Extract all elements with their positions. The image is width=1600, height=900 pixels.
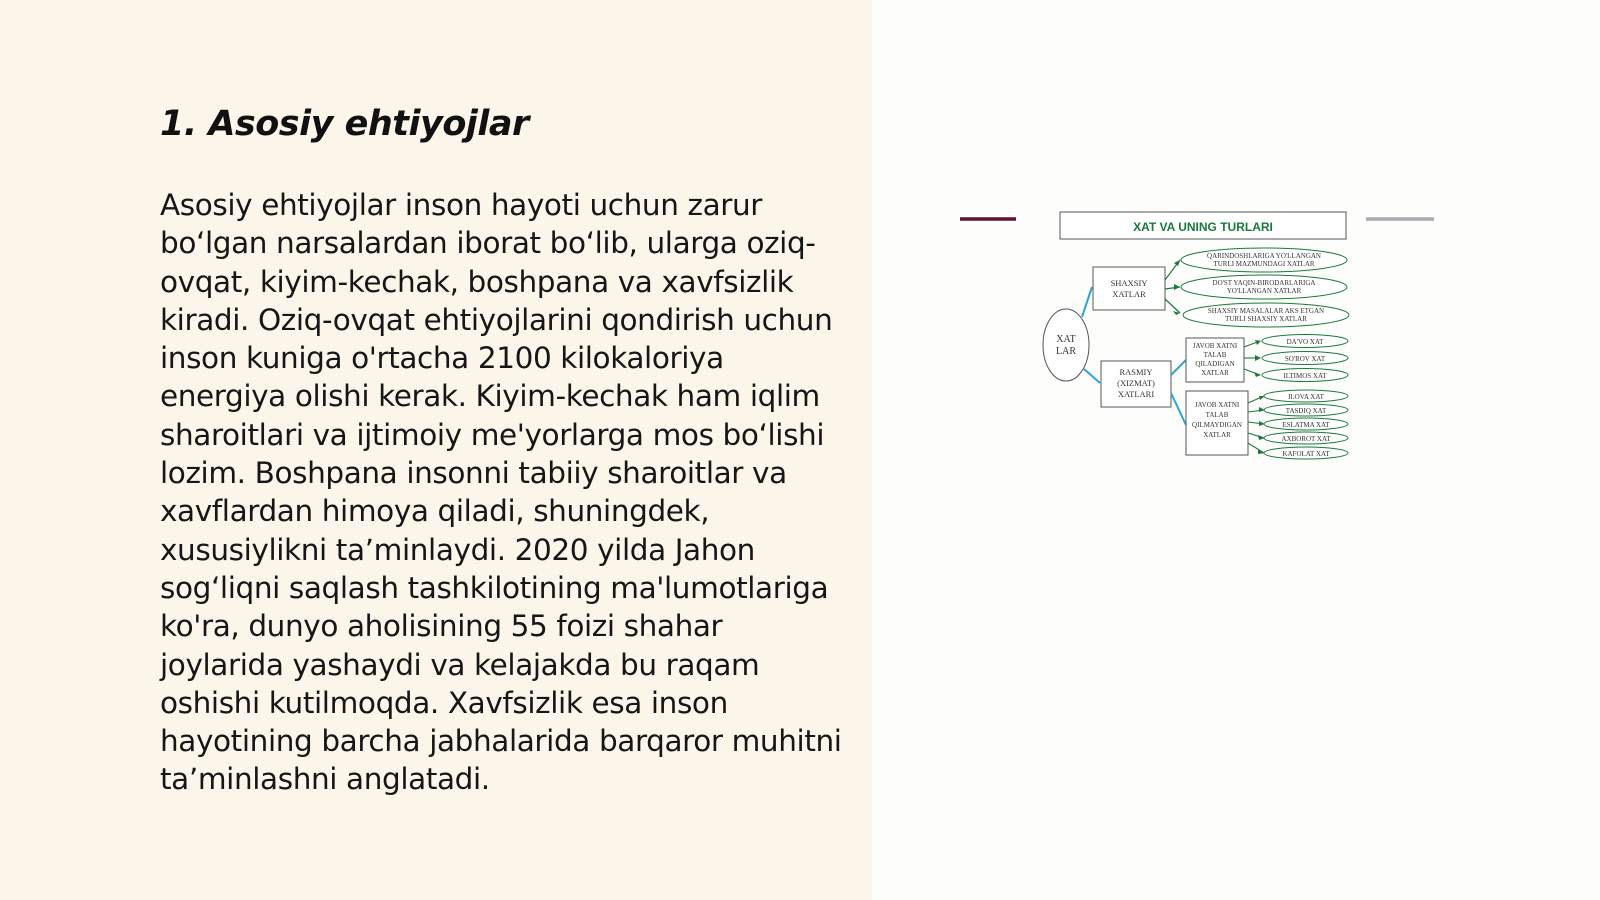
root-node (1043, 309, 1089, 381)
letter-types-diagram (960, 205, 1440, 475)
svg-text:(XIZMAT): (XIZMAT) (1117, 378, 1155, 388)
svg-text:TALAB: TALAB (1203, 351, 1227, 359)
svg-text:TALAB: TALAB (1205, 411, 1229, 419)
svg-text:SHAXSIY MASALALAR AKS ETGAN: SHAXSIY MASALALAR AKS ETGAN (1207, 307, 1325, 315)
slide-heading: 1. Asosiy ehtiyojlar (160, 104, 529, 144)
root-label-1: XAT (1056, 334, 1076, 345)
diagram-title: XAT VA UNING TURLARI (1133, 220, 1273, 234)
shaxsiy-label-2: XATLAR (1112, 289, 1146, 299)
svg-text:QILMAYDIGAN: QILMAYDIGAN (1192, 421, 1242, 429)
root-label-2: LAR (1056, 346, 1076, 357)
svg-text:YO'LLANGAN XATLAR: YO'LLANGAN XATLAR (1226, 287, 1302, 295)
svg-text:JAVOB XATNI: JAVOB XATNI (1192, 342, 1238, 350)
svg-text:JAVOB XATNI: JAVOB XATNI (1194, 401, 1240, 409)
svg-text:TASDIQ XAT: TASDIQ XAT (1285, 407, 1327, 415)
svg-text:TURLI SHAXSIY XATLAR: TURLI SHAXSIY XATLAR (1225, 315, 1307, 323)
svg-text:ILOVA XAT: ILOVA XAT (1288, 393, 1324, 401)
svg-text:ESLATMA XAT: ESLATMA XAT (1282, 421, 1330, 429)
svg-text:AXBOROT XAT: AXBOROT XAT (1281, 435, 1331, 443)
svg-text:RASMIY: RASMIY (1119, 367, 1153, 377)
svg-text:XATLARI: XATLARI (1117, 389, 1155, 399)
svg-text:KAFOLAT XAT: KAFOLAT XAT (1282, 450, 1330, 458)
svg-text:QILADIGAN: QILADIGAN (1195, 360, 1235, 368)
shaxsiy-label-1: SHAXSIY (1110, 278, 1148, 288)
svg-text:DA'VO XAT: DA'VO XAT (1286, 338, 1324, 346)
svg-text:SO'ROV XAT: SO'ROV XAT (1284, 355, 1326, 363)
svg-text:QARINDOSHLARIGA YO'LLANGAN: QARINDOSHLARIGA YO'LLANGAN (1207, 252, 1321, 260)
slide-body-text: Asosiy ehtiyojlar inson hayoti uchun zarur bo‘lgan narsalardan iborat bo‘lib, ularga oziq-ovqat, kiyim-kechak, boshpana va xavfsizlik kiradi. Oziq-ovqat ehtiyojlarini qondirish uchun inson kuniga o'rtacha 2100 kilokaloriya energiya olishi kerak. Kiyim-kechak ham iqlim sharoitlari va ijtimoiy me'yorlarga mos bo‘lishi lozim. Boshpana insonni tabiiy sharoitlar va xavflardan himoya qiladi, shuningdek, xususiylikni ta’minlaydi. 2020 yilda Jahon sog‘liqni saqlash tashkilotining ma'lumotlariga ko'ra, dunyo aholisining 55 foizi shahar joylarida yashaydi va kelajakda bu raqam oshishi kutilmoqda. Xavfsizlik esa inson hayotining barcha jabhalarida barqaror muhitni ta’minlashni anglatadi. (160, 188, 842, 797)
svg-text:DO'ST YAQIN-BIRODARLARIGA: DO'ST YAQIN-BIRODARLARIGA (1212, 279, 1316, 287)
svg-text:XATLAR: XATLAR (1203, 431, 1231, 439)
svg-text:ILTIMOS XAT: ILTIMOS XAT (1283, 372, 1327, 380)
svg-text:XATLAR: XATLAR (1201, 369, 1229, 377)
svg-text:TURLI MAZMUNDAGI XATLAR: TURLI MAZMUNDAGI XATLAR (1213, 260, 1315, 268)
